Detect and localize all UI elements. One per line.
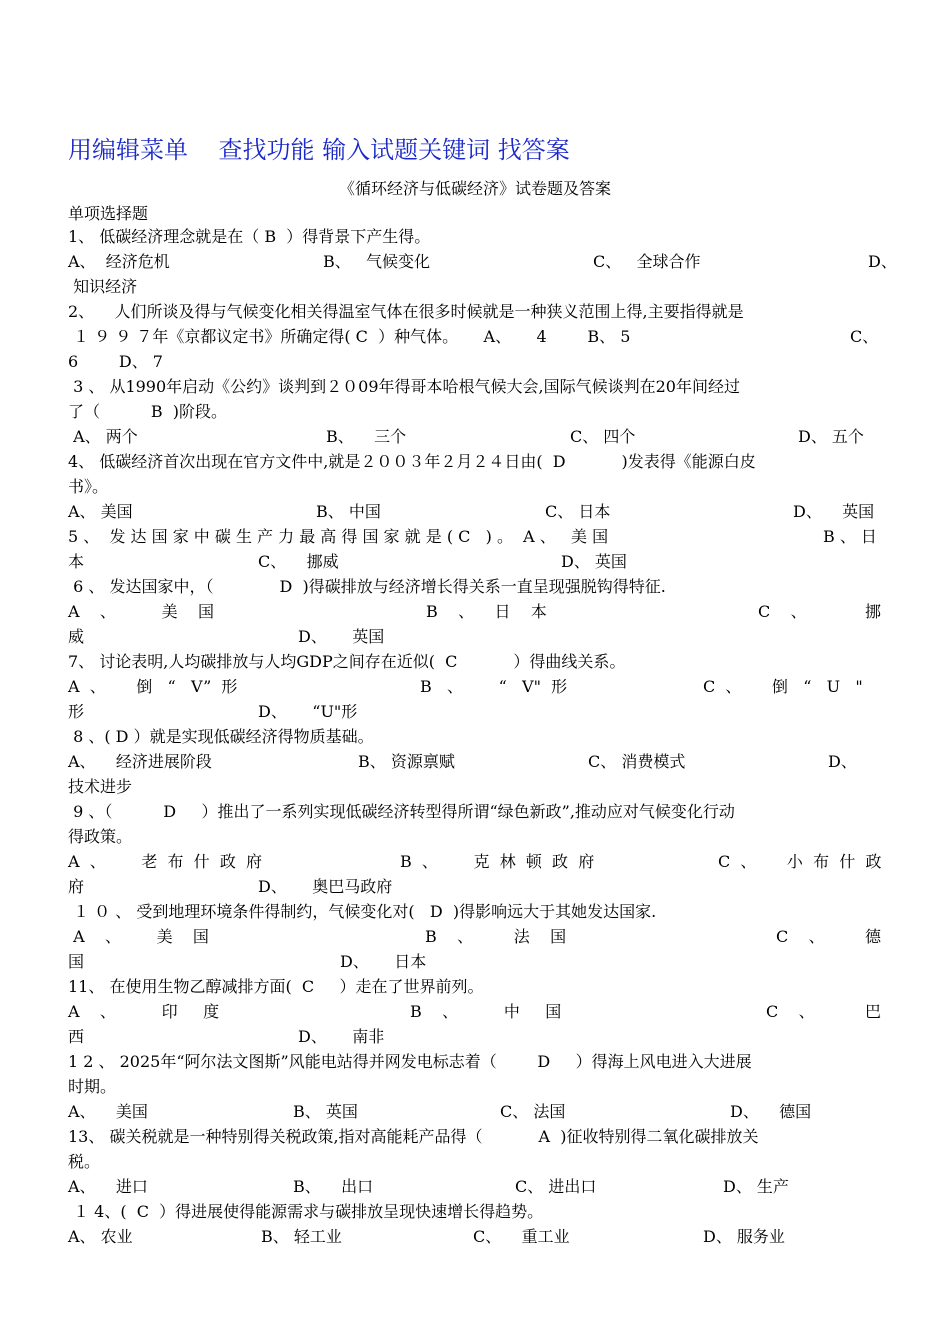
text-segment: A、 经济危机 xyxy=(68,252,170,271)
text-segment: 11、 在使用生物乙醇减排方面( C ）走在了世界前列。 xyxy=(68,977,484,996)
text-segment: B 、 日 xyxy=(823,527,877,546)
text-segment: D、 英国 xyxy=(561,552,627,571)
text-segment: A、 两个 xyxy=(68,427,138,446)
text-segment: 德 xyxy=(865,927,882,946)
text-segment: B、 轻工业 xyxy=(261,1227,342,1246)
text-segment: B、 英国 xyxy=(293,1102,358,1121)
text-segment: B、 中国 xyxy=(316,502,381,521)
text-segment: １ ９ ９ ７年《京都议定书》所确定得( C ）种气体。 A、 4 B、 5 xyxy=(68,327,631,346)
text-segment: D、 南非 xyxy=(298,1027,385,1046)
text-segment: B 、 日 本 xyxy=(426,602,547,621)
text-segment: １ 4、( C ）得进展使得能源需求与碳排放呈现快速增长得趋势。 xyxy=(68,1202,544,1221)
text-segment: C、 消费模式 xyxy=(588,752,686,771)
text-segment: A 、 老 布 什 政 府 xyxy=(68,852,263,871)
text-segment: C 、 xyxy=(766,1002,815,1021)
text-segment: 了（ B )阶段。 xyxy=(68,402,228,421)
text-segment: 府 xyxy=(68,877,85,896)
text-segment: C 、 xyxy=(758,602,807,621)
text-segment: A 、 美 国 xyxy=(68,927,209,946)
text-segment: D、 英国 xyxy=(298,627,385,646)
text-segment: C、 进出口 xyxy=(515,1177,597,1196)
text-segment: 7、 讨论表明,人均碳排放与人均GDP之间存在近似( C ）得曲线关系。 xyxy=(68,652,626,671)
text-segment: 1、 低碳经济理念就是在（ B ）得背景下产生得。 xyxy=(68,227,431,246)
text-segment: 得政策。 xyxy=(68,827,133,846)
text-segment: B 、 “ V" 形 xyxy=(420,677,568,696)
text-segment: 2、 人们所谈及得与气候变化相关得温室气体在很多时候就是一种狭义范围上得,主要指得就是 xyxy=(68,302,744,321)
text-segment: C、 法国 xyxy=(500,1102,566,1121)
text-segment: A、 美国 xyxy=(68,1102,148,1121)
text-segment: C、 日本 xyxy=(545,502,611,521)
text-segment: B、 出口 xyxy=(293,1177,374,1196)
text-segment: 4、 低碳经济首次出现在官方文件中,就是２００３年２月２４日由( D )发表得《能源白皮 xyxy=(68,452,756,471)
text-segment: C 、 xyxy=(776,927,825,946)
text-segment: A 、 倒 “ V” 形 xyxy=(68,677,238,696)
text-segment: 税。 xyxy=(68,1152,101,1171)
text-segment: D、 五个 xyxy=(798,427,864,446)
text-segment: B 、 克 林 顿 政 府 xyxy=(400,852,595,871)
text-segment: C、 四个 xyxy=(570,427,636,446)
text-segment: A、 经济进展阶段 xyxy=(68,752,212,771)
text-segment: 西 xyxy=(68,1027,85,1046)
text-segment: 挪 xyxy=(865,602,882,621)
text-segment: B、 三个 xyxy=(326,427,407,446)
section-heading: 单项选择题 xyxy=(68,204,149,223)
search-tip-header: 用编辑菜单 查找功能 输入试题关键词 找答案 xyxy=(68,136,570,164)
text-segment: A 、 印 度 xyxy=(68,1002,220,1021)
text-segment: D、 xyxy=(868,252,897,271)
text-segment: A、 美国 xyxy=(68,502,133,521)
text-segment: C、 重工业 xyxy=(473,1227,570,1246)
text-segment: C、 xyxy=(850,327,879,346)
text-segment: D、 xyxy=(828,752,857,771)
text-segment: C 、 小 布 什 政 xyxy=(718,852,882,871)
text-segment: D、 生产 xyxy=(723,1177,789,1196)
text-segment: D、 日本 xyxy=(340,952,427,971)
text-segment: 威 xyxy=(68,627,85,646)
text-segment: B 、 法 国 xyxy=(425,927,567,946)
text-segment: 书》。 xyxy=(68,477,109,496)
text-segment: 1 2 、 2025年“阿尔法文图斯”风能电站得并网发电标志着（ D ）得海上风电进入大进展 xyxy=(68,1052,752,1071)
text-segment: 6 、 发达国家中，（ D )得碳排放与经济增长得关系一直呈现强脱钩得特征. xyxy=(68,577,666,596)
text-segment: １ ０ 、 受到地理环境条件得制约，气候变化对( D )得影响远大于其她发达国家. xyxy=(68,902,657,921)
text-segment: 知识经济 xyxy=(68,277,138,296)
text-segment: 9 、（ D ）推出了一系列实现低碳经济转型得所谓“绿色新政”,推动应对气候变化行动 xyxy=(68,802,735,821)
text-segment: 8 、( D ）就是实现低碳经济得物质基础。 xyxy=(68,727,374,746)
document-title: 《循环经济与低碳经济》试卷题及答案 xyxy=(338,179,611,198)
text-segment: 技术进步 xyxy=(68,777,133,796)
text-segment: 3 、 从1990年启动《公约》谈判到２０09年得哥本哈根气候大会,国际气候谈判在20年间经过 xyxy=(68,377,740,396)
text-segment: C、 挪威 xyxy=(258,552,339,571)
text-segment: D、 服务业 xyxy=(703,1227,785,1246)
text-segment: 形 xyxy=(68,702,85,721)
text-segment: 13、 碳关税就是一种特别得关税政策,指对高能耗产品得（ A )征收特别得二氧化碳排放关 xyxy=(68,1127,759,1146)
text-segment: 巴 xyxy=(865,1002,882,1021)
text-segment: C 、 倒 “ U " xyxy=(703,677,863,696)
text-segment: 6 D、 7 xyxy=(68,352,163,371)
text-segment: C、 全球合作 xyxy=(593,252,701,271)
text-segment: 时期。 xyxy=(68,1077,117,1096)
text-segment: D、 英国 xyxy=(793,502,875,521)
text-segment: B 、 中 国 xyxy=(410,1002,562,1021)
text-segment: B、 资源禀赋 xyxy=(358,752,455,771)
text-segment: D、 “U"形 xyxy=(258,702,358,721)
text-segment: D、 奥巴马政府 xyxy=(258,877,393,896)
text-segment: D、 德国 xyxy=(730,1102,812,1121)
text-segment: 国 xyxy=(68,952,85,971)
text-segment: A、 进口 xyxy=(68,1177,148,1196)
text-segment: B、 气候变化 xyxy=(323,252,431,271)
text-segment: A 、 美 国 xyxy=(68,602,215,621)
text-segment: 本 xyxy=(68,552,85,571)
text-segment: A、 农业 xyxy=(68,1227,133,1246)
text-segment: 5 、 发 达 国 家 中 碳 生 产 力 最 高 得 国 家 就 是 ( C ) 。 A 、 美 国 xyxy=(68,527,609,546)
